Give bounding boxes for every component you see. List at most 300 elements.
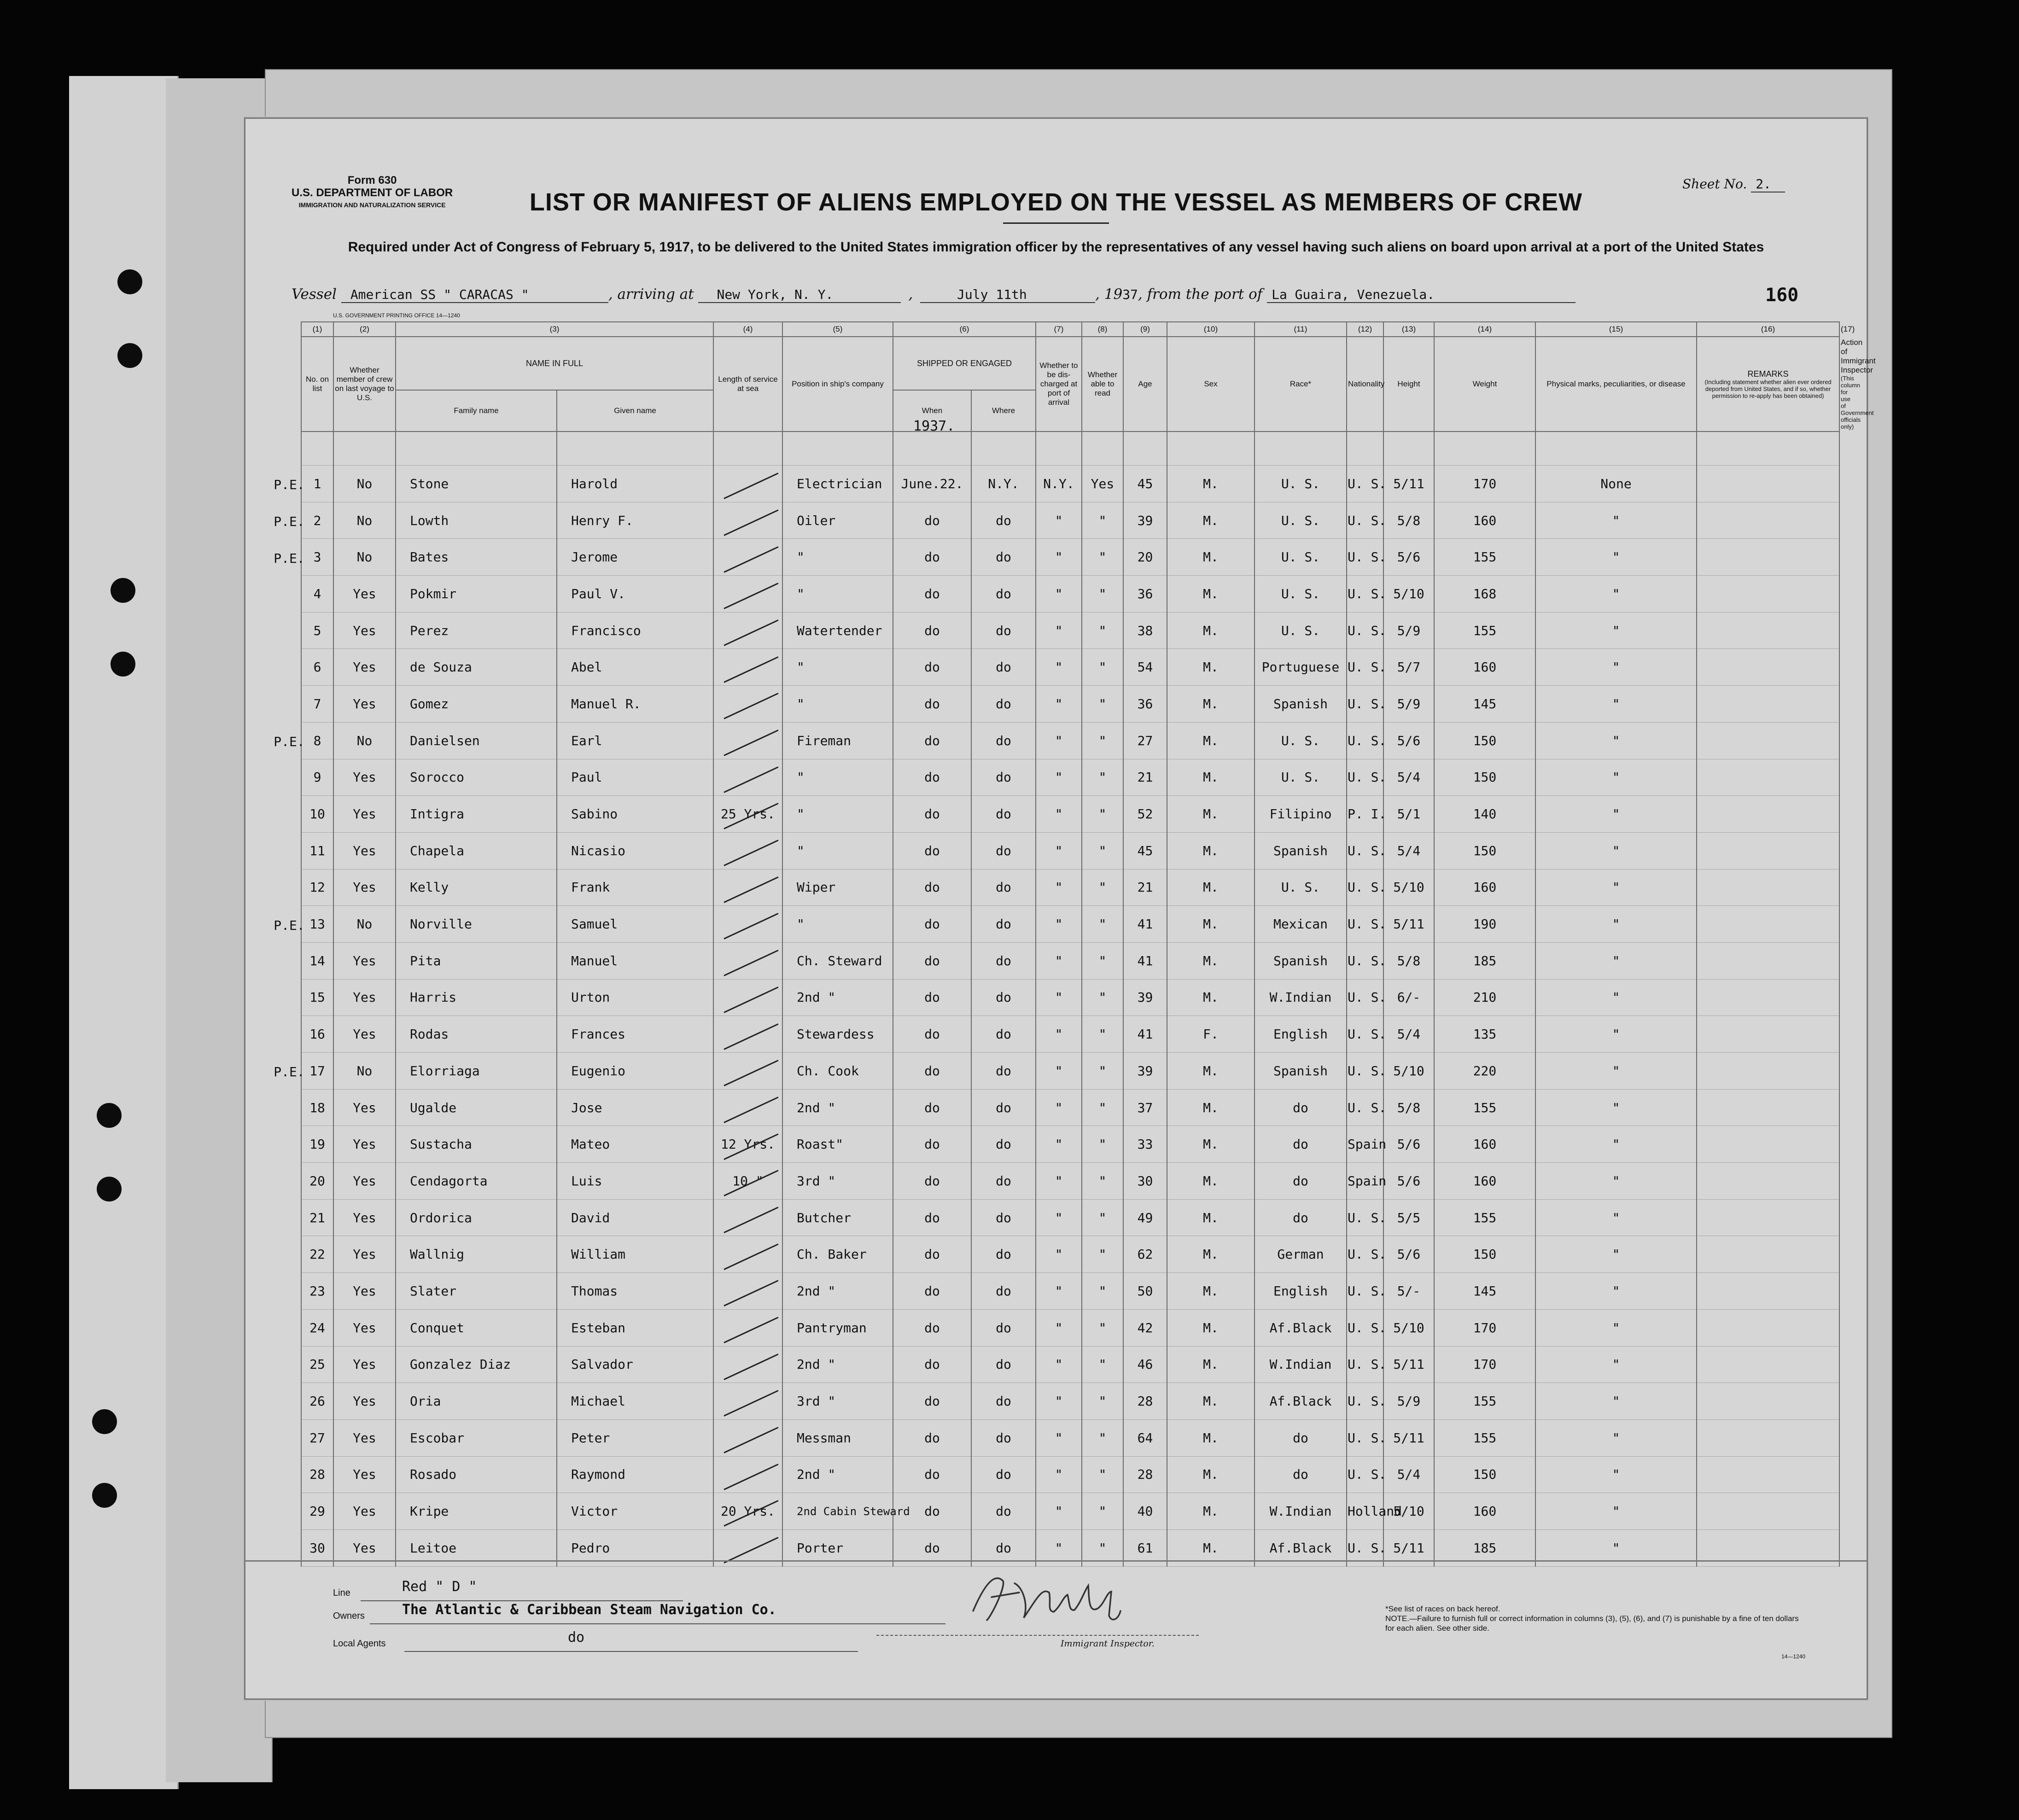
race: Mexican [1255,906,1347,943]
binder-hole [92,1483,117,1508]
crew-row [301,686,1839,723]
header-given-name: Given name [557,390,713,432]
member-last-voyage: Yes [333,1493,396,1530]
able-to-read: " [1082,942,1123,979]
nationality: U. S. [1347,1199,1383,1236]
row-number: 12 [301,869,333,906]
crew-row [301,1273,1839,1310]
weight: 160 [1434,649,1535,686]
given-name: Salvador [557,1346,713,1383]
weight: 160 [1434,502,1535,539]
member-last-voyage: Yes [333,1346,396,1383]
crew-row [301,796,1839,833]
remarks [1697,796,1839,833]
height: 5/4 [1383,1456,1434,1493]
crew-rows [301,432,1839,1566]
age: 30 [1123,1163,1167,1200]
age: 41 [1123,942,1167,979]
shipped-when: June.22. [893,466,971,502]
physical-marks: " [1535,1236,1697,1273]
manifest-sheet [244,117,1876,1700]
nationality: U. S. [1347,1053,1383,1090]
member-last-voyage: No [333,722,396,759]
race: U. S. [1255,869,1347,906]
weight: 145 [1434,1273,1535,1310]
discharged-at-port: " [1036,906,1082,943]
able-to-read: " [1082,1126,1123,1163]
weight: 150 [1434,1236,1535,1273]
shipped-where: do [971,1346,1036,1383]
member-last-voyage: Yes [333,979,396,1016]
race: Spanish [1255,686,1347,723]
shipped-where: do [971,1419,1036,1456]
discharged-at-port: " [1036,759,1082,796]
physical-marks: " [1535,722,1697,759]
race: W.Indian [1255,979,1347,1016]
remarks [1697,832,1839,869]
weight: 185 [1434,1529,1535,1566]
shipped-when: do [893,1309,971,1346]
shipped-when: do [893,906,971,943]
family-name: Sorocco [396,759,557,796]
col-num: (1) [301,322,333,337]
sex: M. [1167,1089,1255,1126]
row-number: 25 [301,1346,333,1383]
discharged-at-port: " [1036,1163,1082,1200]
family-name: Gonzalez Diaz [396,1346,557,1383]
remarks [1697,1016,1839,1053]
remarks [1697,1199,1839,1236]
length-of-service [713,1236,782,1273]
shipped-where: do [971,1199,1036,1236]
owners-label: Owners [333,1611,365,1621]
crew-row [301,1163,1839,1200]
sex: M. [1167,1419,1255,1456]
shipped-where: do [971,1053,1036,1090]
header-whether-member: Whether member of crew on last voyage to U.S. [333,337,396,432]
length-of-service [713,759,782,796]
discharged-at-port: " [1036,1493,1082,1530]
position: Ch. Steward [782,942,893,979]
binder-hole [111,652,135,677]
discharged-at-port: " [1036,1053,1082,1090]
nationality: U. S. [1347,832,1383,869]
position: " [782,539,893,576]
race: Af.Black [1255,1529,1347,1566]
member-last-voyage: Yes [333,1529,396,1566]
position: 2nd Cabin Steward [782,1493,893,1530]
crew-row [301,649,1839,686]
shipped-where: do [971,1089,1036,1126]
position: Ch. Baker [782,1236,893,1273]
length-of-service [713,1089,782,1126]
position: 2nd " [782,1456,893,1493]
weight: 210 [1434,979,1535,1016]
pe-marker: P.E. [274,1064,305,1080]
notes [1385,1604,1800,1633]
sex: F. [1167,1016,1255,1053]
race: U. S. [1255,466,1347,502]
shipped-when: do [893,1163,971,1200]
crew-row [301,942,1839,979]
remarks [1697,1089,1839,1126]
height: 5/6 [1383,1163,1434,1200]
remarks [1697,502,1839,539]
member-last-voyage: Yes [333,649,396,686]
age: 20 [1123,539,1167,576]
shipped-where: do [971,869,1036,906]
physical-marks: " [1535,1053,1697,1090]
col-num: (8) [1082,322,1123,337]
shipped-when: do [893,759,971,796]
shipped-when: do [893,796,971,833]
race: Af.Black [1255,1309,1347,1346]
physical-marks: " [1535,832,1697,869]
family-name: Kripe [396,1493,557,1530]
page-title: LIST OR MANIFEST OF ALIENS EMPLOYED ON THE VESSEL AS MEMBERS OF CREW [529,188,1583,216]
given-name: Frank [557,869,713,906]
sex: M. [1167,649,1255,686]
shipped-when: do [893,1456,971,1493]
race: German [1255,1236,1347,1273]
member-last-voyage: No [333,539,396,576]
height: 5/9 [1383,1383,1434,1420]
remarks [1697,649,1839,686]
nationality: U. S. [1347,759,1383,796]
given-name: Peter [557,1419,713,1456]
race: U. S. [1255,759,1347,796]
header-when: When [893,390,971,432]
length-of-service [713,832,782,869]
able-to-read: " [1082,1273,1123,1310]
row-number: 24 [301,1309,333,1346]
discharged-at-port: " [1036,1236,1082,1273]
given-name: Esteban [557,1309,713,1346]
inspector-signature [959,1560,1153,1629]
crew-row [301,832,1839,869]
weight: 150 [1434,759,1535,796]
binder-hole [97,1177,122,1202]
able-to-read: " [1082,1089,1123,1126]
length-of-service [713,539,782,576]
weight: 150 [1434,722,1535,759]
age: 41 [1123,1016,1167,1053]
shipped-when: do [893,1383,971,1420]
height: 5/9 [1383,686,1434,723]
family-name: Conquet [396,1309,557,1346]
given-name: Manuel R. [557,686,713,723]
family-name: Harris [396,979,557,1016]
nationality: U. S. [1347,1346,1383,1383]
shipped-when: do [893,1273,971,1310]
able-to-read: " [1082,1419,1123,1456]
member-last-voyage: Yes [333,1383,396,1420]
crew-row [301,722,1839,759]
family-name: Oria [396,1383,557,1420]
height: 5/6 [1383,1126,1434,1163]
given-name: Luis [557,1163,713,1200]
nationality: U. S. [1347,1309,1383,1346]
shipped-when: do [893,502,971,539]
height: 5/8 [1383,942,1434,979]
shipped-where: do [971,832,1036,869]
row-number: 7 [301,686,333,723]
given-name: Henry F. [557,502,713,539]
position: Butcher [782,1199,893,1236]
pe-marker: P.E. [274,550,305,566]
height: 5/6 [1383,1236,1434,1273]
height: 5/4 [1383,832,1434,869]
physical-marks: " [1535,1273,1697,1310]
position: 3rd " [782,1163,893,1200]
age: 50 [1123,1273,1167,1310]
sex: M. [1167,1126,1255,1163]
discharged-at-port: " [1036,1383,1082,1420]
header-row-top: No. on list Whether member of crew on last voyage to U.S. NAME IN FULL Length of service at sea Position in ship's company SHIPPED OR ENGAGED Whether to be dis-charged at port of arrival Whether able to read Age Sex Race* Nationality Height Weight Physical marks, peculiarities, or disease REMARKS (Including statement whether alien ever ordered deported from United States, and if so, whether permission to re-apply has been obtained) Action of Immigrant Inspector (This column for use of Government officials only) [301,337,1839,390]
weight: 160 [1434,1493,1535,1530]
nationality: Holland [1347,1493,1383,1530]
row-number: 18 [301,1089,333,1126]
discharged-at-port: " [1036,1529,1082,1566]
shipped-where: N.Y. [971,466,1036,502]
age: 39 [1123,979,1167,1016]
remarks [1697,1383,1839,1420]
physical-marks: " [1535,869,1697,906]
nationality: P. I. [1347,796,1383,833]
race: do [1255,1199,1347,1236]
row-number: 15 [301,979,333,1016]
nationality: U. S. [1347,979,1383,1016]
family-name: de Souza [396,649,557,686]
shipped-when: do [893,832,971,869]
remarks [1697,1419,1839,1456]
height: 5/6 [1383,722,1434,759]
shipped-where: do [971,576,1036,612]
remarks [1697,722,1839,759]
family-name: Rosado [396,1456,557,1493]
sex: M. [1167,539,1255,576]
binder-hole [92,1409,117,1434]
printing-office: U.S. GOVERNMENT PRINTING OFFICE 14—1240 [333,312,460,319]
race: do [1255,1089,1347,1126]
row-number: 30 [301,1529,333,1566]
height: 5/4 [1383,759,1434,796]
family-name: Wallnig [396,1236,557,1273]
physical-marks: " [1535,796,1697,833]
position: Stewardess [782,1016,893,1053]
nationality: U. S. [1347,1383,1383,1420]
position: 2nd " [782,1089,893,1126]
given-name: Jose [557,1089,713,1126]
header-physical: Physical marks, peculiarities, or disease [1535,337,1697,432]
given-name: Frances [557,1016,713,1053]
position: " [782,832,893,869]
given-name: Samuel [557,906,713,943]
height: 5/11 [1383,466,1434,502]
shipped-where: do [971,1163,1036,1200]
sex: M. [1167,1383,1255,1420]
remarks [1697,1163,1839,1200]
height: 5/11 [1383,906,1434,943]
length-of-service [713,869,782,906]
race: Spanish [1255,942,1347,979]
sex: M. [1167,1529,1255,1566]
nationality: U. S. [1347,466,1383,502]
member-last-voyage: Yes [333,1089,396,1126]
shipped-when: do [893,869,971,906]
given-name: William [557,1236,713,1273]
family-name: Cendagorta [396,1163,557,1200]
weight: 160 [1434,869,1535,906]
able-to-read: " [1082,1053,1123,1090]
physical-marks: " [1535,1163,1697,1200]
col-num: (2) [333,322,396,337]
row-number: 16 [301,1016,333,1053]
row-number: 20 [301,1163,333,1200]
weight: 155 [1434,612,1535,649]
agents-underline [404,1650,858,1652]
length-of-service [713,1016,782,1053]
remarks [1697,979,1839,1016]
physical-marks: None [1535,466,1697,502]
able-to-read: " [1082,576,1123,612]
inspector-label: Immigrant Inspector. [1061,1639,1155,1649]
crew-row [301,1199,1839,1236]
height: 5/11 [1383,1529,1434,1566]
length-of-service [713,1053,782,1090]
position: " [782,906,893,943]
race: Spanish [1255,1053,1347,1090]
remarks [1697,612,1839,649]
header-where: Where [971,390,1036,432]
discharged-at-port: " [1036,1456,1082,1493]
header-sex: Sex [1167,337,1255,432]
given-name: Francisco [557,612,713,649]
length-of-service [713,979,782,1016]
age: 28 [1123,1456,1167,1493]
header-remarks [1697,337,1839,432]
crew-manifest-table [301,321,1876,1567]
discharged-at-port: N.Y. [1036,466,1082,502]
member-last-voyage: Yes [333,686,396,723]
age: 64 [1123,1419,1167,1456]
row-number: 3 [301,539,333,576]
owners-value: The Atlantic & Caribbean Steam Navigation Co. [402,1602,776,1618]
crew-row [301,1236,1839,1273]
row-number: 21 [301,1199,333,1236]
able-to-read: " [1082,1199,1123,1236]
line-label: Line [333,1588,350,1598]
discharged-at-port: " [1036,1346,1082,1383]
sex: M. [1167,796,1255,833]
header-shipped: SHIPPED OR ENGAGED [893,337,1036,390]
page-number: 160 [1765,285,1799,306]
row-number: 10 [301,796,333,833]
family-name: Danielsen [396,722,557,759]
header-age: Age [1123,337,1167,432]
nationality: U. S. [1347,1089,1383,1126]
pe-marker: P.E. [274,917,305,933]
position: " [782,686,893,723]
able-to-read: " [1082,1236,1123,1273]
remarks [1697,1309,1839,1346]
sex: M. [1167,1346,1255,1383]
row-number: 29 [301,1493,333,1530]
age: 37 [1123,1089,1167,1126]
given-name: Mateo [557,1126,713,1163]
age: 39 [1123,502,1167,539]
nationality: U. S. [1347,1529,1383,1566]
position: 2nd " [782,1273,893,1310]
title-divider [1003,222,1109,224]
age: 45 [1123,466,1167,502]
arriving-label: , arriving at [608,286,694,303]
length-of-service: 20 Yrs. [713,1493,782,1530]
remarks [1697,686,1839,723]
shipped-when: do [893,1236,971,1273]
given-name: Sabino [557,796,713,833]
height: 5/8 [1383,502,1434,539]
shipped-where: do [971,979,1036,1016]
sex: M. [1167,1456,1255,1493]
position: Wiper [782,869,893,906]
nationality: U. S. [1347,576,1383,612]
shipped-where: do [971,612,1036,649]
row-number: 6 [301,649,333,686]
height: 5/- [1383,1273,1434,1310]
position: " [782,796,893,833]
able-to-read: " [1082,832,1123,869]
shipped-when: do [893,1016,971,1053]
col-num: (6) [893,322,1036,337]
sex: M. [1167,612,1255,649]
line-underline [361,1599,683,1601]
position: 2nd " [782,979,893,1016]
able-to-read: " [1082,1529,1123,1566]
given-name: Harold [557,466,713,502]
header-weight: Weight [1434,337,1535,432]
shipped-when: do [893,1346,971,1383]
remarks [1697,576,1839,612]
remarks [1697,942,1839,979]
race: W.Indian [1255,1346,1347,1383]
crew-row [301,1016,1839,1053]
family-name: Ordorica [396,1199,557,1236]
family-name: Bates [396,539,557,576]
able-to-read: " [1082,906,1123,943]
shipped-where: do [971,1309,1036,1346]
race: English [1255,1016,1347,1053]
shipped-when: do [893,649,971,686]
height: 5/5 [1383,1199,1434,1236]
service: IMMIGRATION AND NATURALIZATION SERVICE [298,201,446,209]
physical-marks: " [1535,979,1697,1016]
sheet-value: 2. [1751,176,1785,192]
sex: M. [1167,1199,1255,1236]
shipped-when: do [893,1529,971,1566]
age: 38 [1123,612,1167,649]
physical-marks: " [1535,539,1697,576]
row-number: 9 [301,759,333,796]
length-of-service [713,649,782,686]
member-last-voyage: Yes [333,869,396,906]
sex: M. [1167,942,1255,979]
header-position: Position in ship's company [782,337,893,432]
race: English [1255,1273,1347,1310]
position: Watertender [782,612,893,649]
weight: 155 [1434,1383,1535,1420]
sex: M. [1167,1236,1255,1273]
